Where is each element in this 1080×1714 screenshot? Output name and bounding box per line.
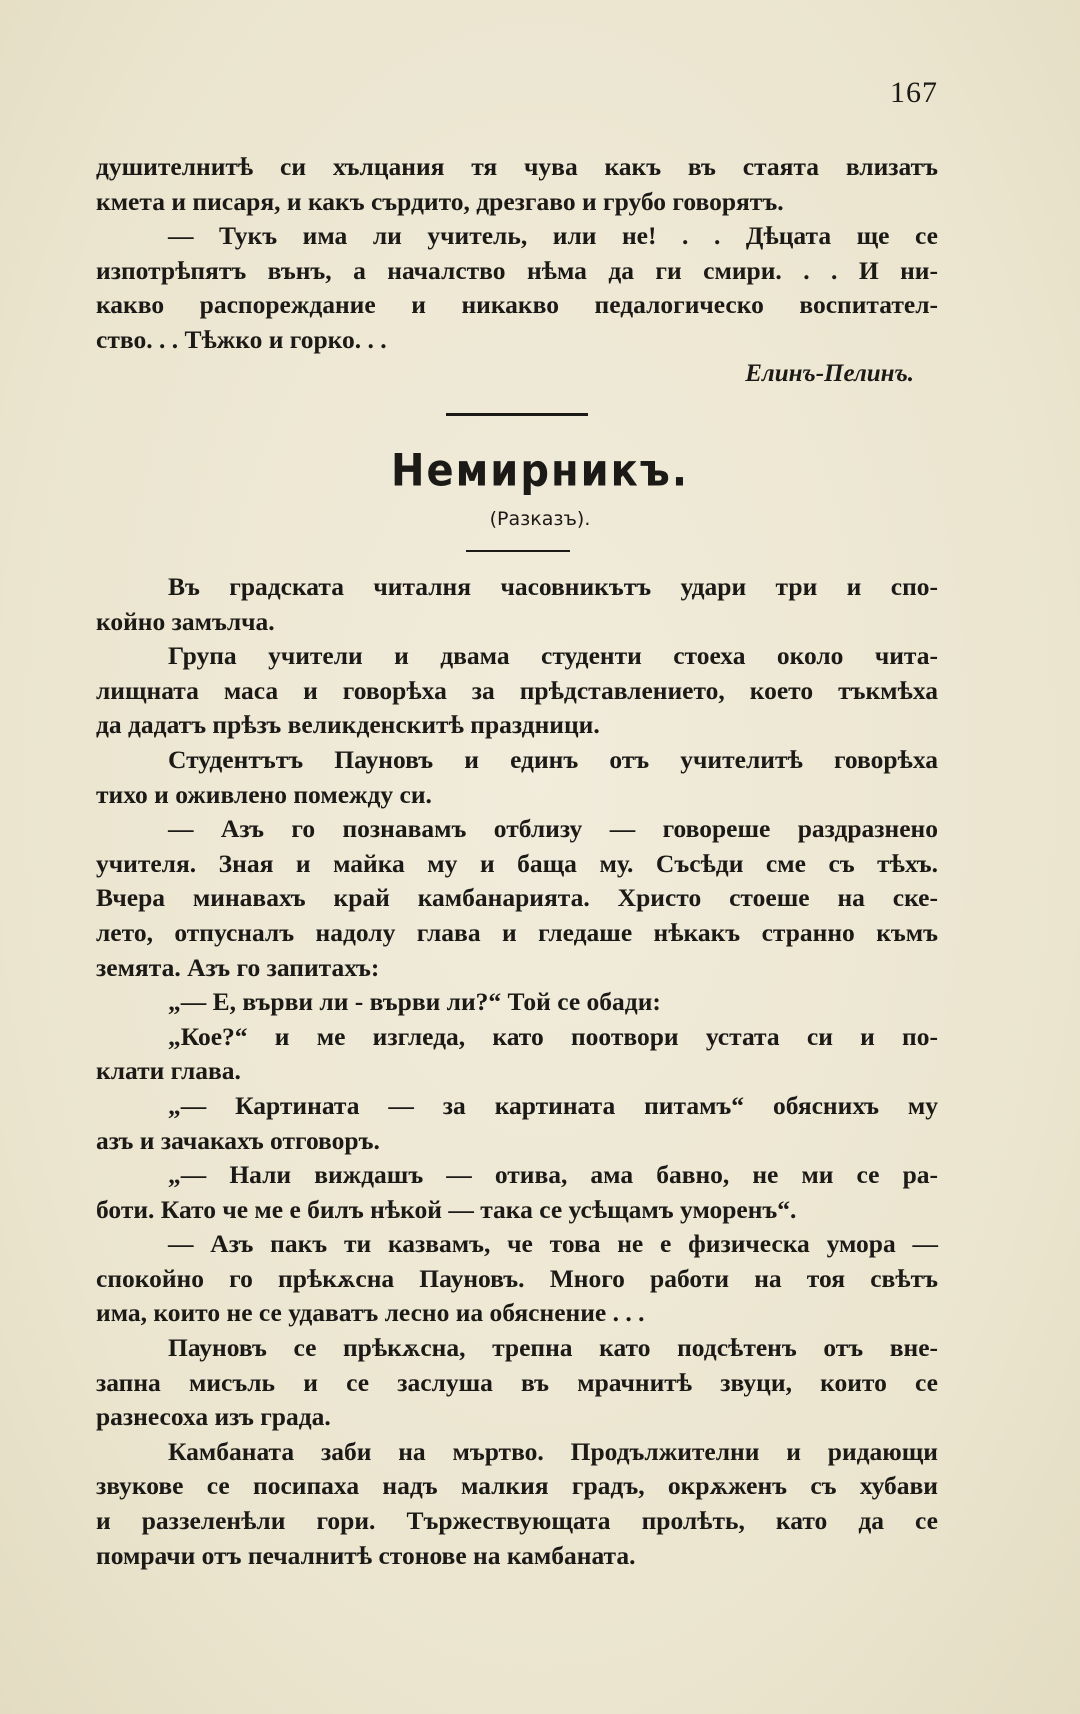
author-signature: Елинъ-Пелинъ. [745,360,914,387]
text-line [96,778,938,813]
line: запна мисъль и се заслуша въ мрачнитѣ звуци, които се [96,1367,938,1397]
line: какво распореждание и никакво педалогическо воспитател- [96,290,938,320]
line: лето, отпусналъ надолу глава и гледаше нѣкакъ странно къмъ [96,917,938,947]
line: ство. . . Тѣжко и горко. . . [96,324,387,354]
title-underline [466,550,570,552]
story-title: Немирникъ. [390,445,690,497]
line: „Кое?“ и ме изгледа, като поотвори устата си и по- [168,1021,938,1051]
text-line [96,185,938,220]
text-line [96,1124,938,1159]
line: Въ градската читалня часовникътъ удари три и спо- [168,572,938,601]
line: боти. Като че ме е билъ нѣкой — така се усѣщамъ уморенъ“. [96,1194,797,1224]
text-line [96,847,938,882]
line: изпотрѣпятъ вънъ, а началство нѣма да ги смири. . . И ни- [96,255,938,285]
line: да дадатъ прѣзъ великденскитѣ праздници. [96,710,600,740]
text-line [96,1469,938,1504]
story-subtitle: (Разказъ). [489,508,591,530]
paragraph [96,1227,938,1331]
text-line [96,1054,938,1089]
line: клати глава. [96,1056,241,1086]
line: „— Нали виждашъ — отива, ама бавно, не ми се ра- [168,1160,938,1190]
line: „— Картината — за картината питамъ“ обяснихъ му [168,1090,938,1120]
previous-story-ending [96,150,938,358]
line: азъ и зачакахъ отговоръ. [96,1125,380,1155]
line: „— Е, върви ли - върви ли?“ Той се обади: [168,987,661,1017]
text-line [96,1331,938,1366]
text-line [96,150,938,185]
line: Пауновъ се прѣкѫсна, трепна като подсѣтенъ отъ вне- [168,1333,938,1363]
line: Камбаната заби на мъртво. Продължителни и ридающи [168,1436,938,1466]
paragraph [96,1331,938,1435]
text-line [96,1227,938,1262]
story-body [96,570,938,1573]
text-line [96,1296,938,1331]
line: разнесоха изъ града. [96,1402,331,1432]
text-line [96,674,938,709]
text-line [96,985,938,1020]
line: и раззеленѣли гори. Тържествующата пролѣть, като да се [96,1506,938,1536]
line: — Тукъ има ли учитель, или не! . . Дѣцата ще се [168,221,938,251]
paragraph [96,743,938,812]
paragraph [96,1020,938,1089]
line: кмета и писаря, и какъ сърдито, дрезгаво и грубо говорятъ. [96,186,784,216]
paragraph [96,219,938,357]
text-line [96,605,938,640]
line: учителя. Зная и майка му и баща му. Съсѣди сме съ тѣхъ. [96,848,938,878]
line: земята. Азъ го запитахъ: [96,952,380,982]
text-line [96,639,938,674]
section-divider [446,413,588,416]
text-line [96,1366,938,1401]
paragraph [96,150,938,219]
line: койно замълча. [96,606,275,636]
line: има, които не се удаватъ лесно иа обяснение . . . [96,1298,645,1328]
line: помрачи отъ печалнитѣ стонове на камбаната. [96,1540,636,1570]
text-line [96,323,938,358]
line: лищната маса и говорѣха за прѣдставлението, което тъкмѣха [96,675,938,705]
line: Студентътъ Пауновъ и единъ отъ учителитѣ говорѣха [168,744,938,774]
paragraph [96,812,938,985]
paragraph [96,1158,938,1227]
line: звукове се посипаха надъ малкия градъ, окрѫженъ съ хубави [96,1471,938,1501]
line: Група учители и двама студенти стоеха около чита- [168,641,938,671]
text-line [96,288,938,323]
line: тихо и оживлено помежду си. [96,779,432,809]
text-line [96,1539,938,1574]
text-line [96,1020,938,1055]
text-line [96,881,938,916]
text-line [96,708,938,743]
text-line [96,1435,938,1470]
paragraph [96,1435,938,1573]
text-line [96,812,938,847]
text-line [96,1262,938,1297]
line: — Азъ пакъ ти казвамъ, че това не е физическа умора — [168,1229,938,1259]
line: душителнитѣ си хълцания тя чува какъ въ стаята влизатъ [96,152,938,181]
page-number: 167 [890,76,938,109]
text-line [96,1193,938,1228]
text-line [96,570,938,605]
text-line [96,1504,938,1539]
line: спокойно го прѣкѫсна Пауновъ. Много работи на тоя свѣтъ [96,1263,938,1293]
text-line [96,1158,938,1193]
paragraph [96,639,938,743]
text-line [96,1400,938,1435]
text-line [96,916,938,951]
text-line [96,254,938,289]
paragraph [96,570,938,639]
paragraph [96,985,938,1020]
text-line [96,951,938,986]
text-line [96,743,938,778]
paragraph [96,1089,938,1158]
line: — Азъ го познавамъ отблизу — говореше раздразнено [168,814,938,844]
text-line [96,1089,938,1124]
text-line [96,219,938,254]
line: Вчера минавахъ край камбанарията. Христо стоеше на ске- [96,883,938,913]
